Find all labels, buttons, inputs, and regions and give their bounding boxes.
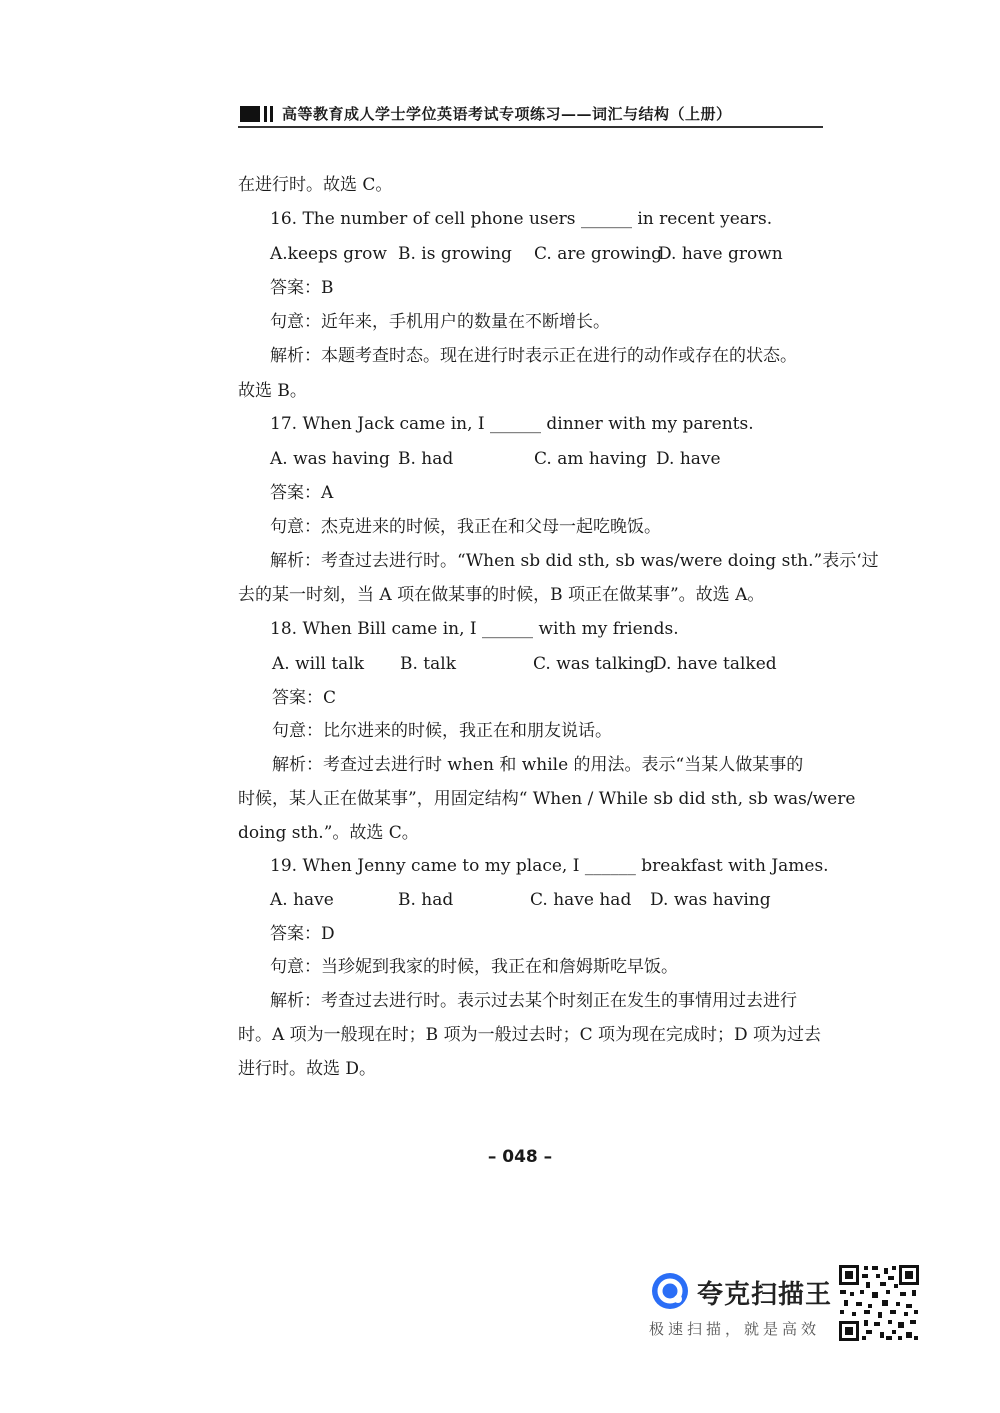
q17-analysis: 解析：考查过去进行时。“When sb did sth, sb was/were doing sth.”表示‘过: [270, 551, 879, 571]
brand-name: 夸克扫描王: [697, 1280, 833, 1310]
q18-answer: 答案：C: [272, 688, 337, 708]
header-rule: [238, 126, 823, 128]
q16-analysis: 解析：本题考查时态。现在进行时表示正在进行的动作或存在的状态。: [270, 346, 797, 366]
q16-option-d: D. have grown: [658, 244, 783, 264]
q18-option-a: A. will talk: [272, 654, 365, 674]
q16-option-a: A.keeps grow: [270, 244, 387, 264]
header-bar-mark: [264, 106, 267, 122]
q18-analysis: 解析：考查过去进行时 when 和 while 的用法。表示“当某人做某事的: [272, 755, 804, 775]
q19-option-d: D. was having: [650, 890, 771, 910]
q16-answer: 答案：B: [270, 278, 334, 298]
q18-analysis: 时候，某人正在做某事”，用固定结构“ When / While sb did sth, sb was/were: [238, 789, 856, 809]
question-17: 17. When Jack came in, I ______ dinner with my parents.: [270, 414, 754, 434]
q18-option-d: D. have talked: [653, 654, 777, 674]
q18-analysis: doing sth.”。故选 C。: [238, 823, 419, 843]
q19-option-a: A. have: [270, 890, 334, 910]
q17-meaning: 句意：杰克进来的时候，我正在和父母一起吃晚饭。: [270, 517, 661, 537]
q17-option-a: A. was having: [270, 449, 390, 469]
brand-slogan: 极速扫描，就是高效: [649, 1320, 821, 1338]
qr-code-icon: [838, 1264, 920, 1342]
q19-answer: 答案：D: [270, 924, 335, 944]
q19-analysis: 解析：考查过去进行时。表示过去某个时刻正在发生的事情用过去进行: [270, 991, 797, 1011]
q18-option-c: C. was talking: [533, 654, 655, 674]
q16-option-b: B. is growing: [398, 244, 512, 264]
q19-option-b: B. had: [398, 890, 454, 910]
q17-option-d: D. have: [656, 449, 721, 469]
question-16: 16. The number of cell phone users ______ in recent years.: [270, 209, 773, 229]
q19-analysis: 进行时。故选 D。: [238, 1059, 377, 1079]
question-18: 18. When Bill came in, I ______ with my friends.: [270, 619, 679, 639]
q19-analysis: 时。A 项为一般现在时；B 项为一般过去时；C 项为现在完成时；D 项为过去: [238, 1025, 822, 1045]
question-19: 19. When Jenny came to my place, I ______ breakfast with James.: [270, 856, 829, 876]
header-block-mark: [240, 106, 260, 122]
q19-meaning: 句意：当珍妮到我家的时候，我正在和詹姆斯吃早饭。: [270, 957, 678, 977]
q17-answer: 答案：A: [270, 483, 334, 503]
intro-line: 在进行时。故选 C。: [238, 175, 393, 195]
header-title: 高等教育成人学士学位英语考试专项练习——词汇与结构（上册）: [282, 105, 732, 123]
q17-option-c: C. am having: [534, 449, 647, 469]
q18-option-b: B. talk: [400, 654, 457, 674]
q17-analysis: 去的某一时刻，当 A 项在做某事的时候，B 项正在做某事”。故选 A。: [238, 585, 765, 605]
q16-option-c: C. are growing: [534, 244, 662, 264]
q18-meaning: 句意：比尔进来的时候，我正在和朋友说话。: [272, 721, 612, 741]
header-bar-mark: [270, 106, 273, 122]
q17-option-b: B. had: [398, 449, 454, 469]
quark-logo-icon: [651, 1272, 689, 1310]
page-header: [238, 100, 823, 130]
q19-option-c: C. have had: [530, 890, 632, 910]
q16-meaning: 句意：近年来，手机用户的数量在不断增长。: [270, 312, 610, 332]
page-number: – 048 –: [487, 1147, 553, 1167]
q16-analysis: 故选 B。: [238, 381, 307, 401]
